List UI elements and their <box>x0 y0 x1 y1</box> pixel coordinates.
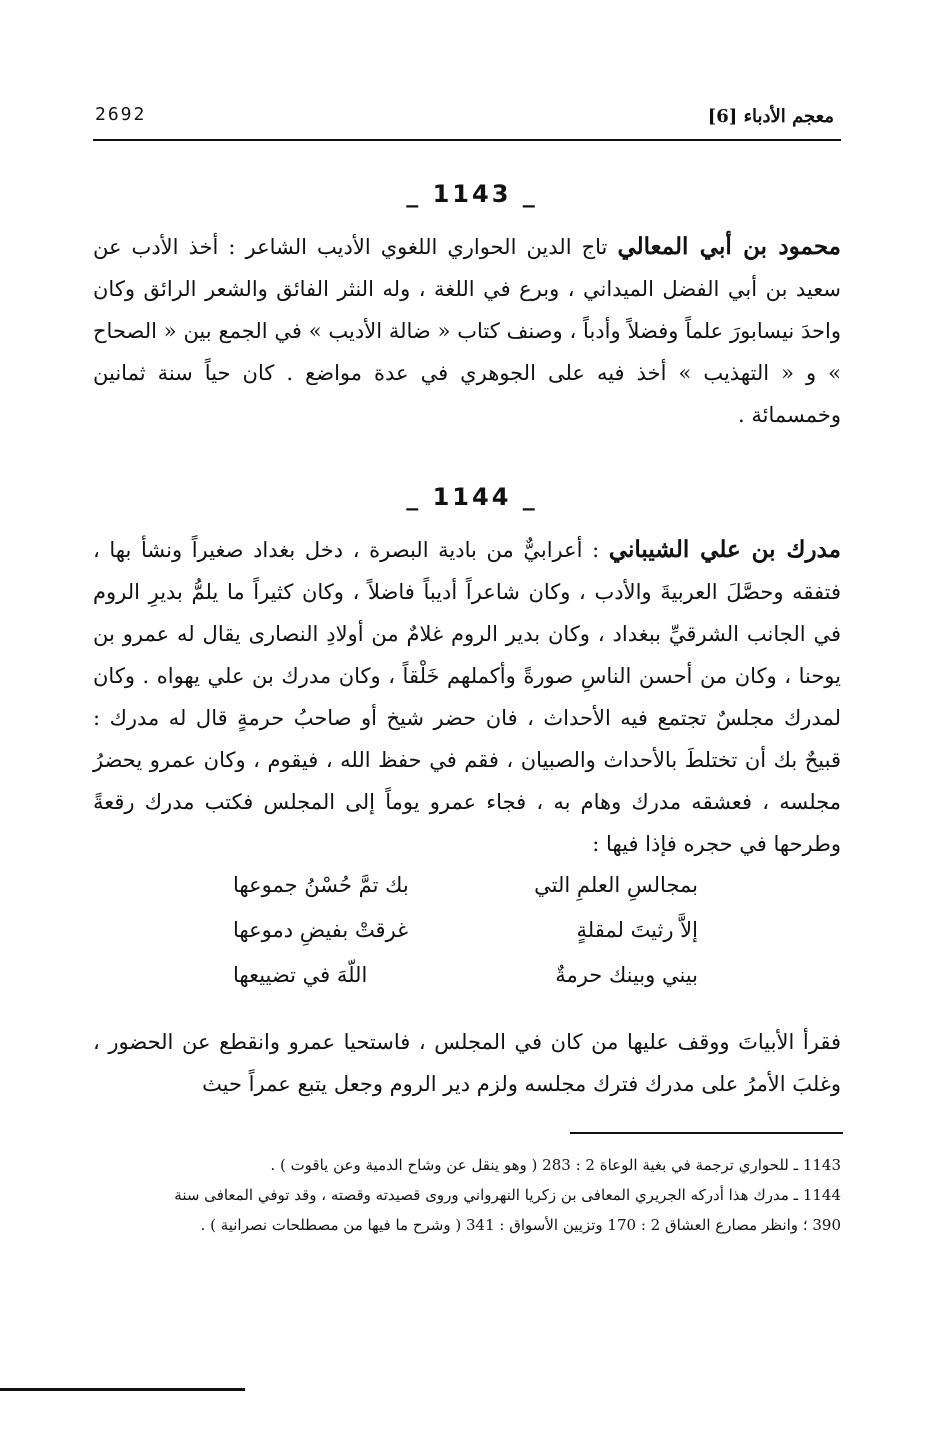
entry-1143-text <box>93 226 841 436</box>
footnote-separator <box>570 1132 843 1134</box>
entry-number-1143: _ 1143 _ <box>406 180 538 208</box>
verse-second-hemistich: بك تمَّ حُسْنُ جموعها <box>233 873 409 897</box>
running-header-title: معجم الأدباء [6] <box>707 106 834 127</box>
footnote-1144-continuation: 390 ؛ وانظر مصارع العشاق 2 : 170 وتزيين الأسواق : 341 ( وشرح ما فيها من مصطلحات نصرانية ) . <box>200 1216 841 1234</box>
footnote-1143: 1143 ـ للحواري ترجمة في بغية الوعاة 2 : 283 ( وهو ينقل عن وشاح الدمية وعن ياقوت ) . <box>270 1156 841 1174</box>
entry-1143-body: تاج الدين الحواري اللغوي الأديب الشاعر : أخذ الأدب عن سعيد بن أبي الفضل الميداني ، وبرع في اللغة ، وله النثر الفائق والشعر الرائق وكان واحدَ نيسابورَ علماً وفضلاً وأدباً ، وصنف كتاب « ضالة الأديب » في الجمع بين « الصحاح » و « التهذيب » أخذ فيه على الجوهري في عدة مواضع . كان حياً سنة ثمانين وخمسمائة . <box>93 235 841 427</box>
entry-1144-continuation: فقرأ الأبياتَ ووقف عليها من كان في المجلس ، فاستحيا عمرو وانقطع عن الحضور ، وغلبَ الأمرُ على مدرك فترك مجلسه ولزم دير الروم وجعل يتبع عمراً حيث <box>93 1030 841 1096</box>
verse-first-hemistich: إلاَّ رثيتَ لمقلةٍ <box>576 918 698 942</box>
entry-1144-text <box>93 529 841 865</box>
header-rule <box>93 139 841 141</box>
page-number: 2692 <box>95 104 147 125</box>
verse-line <box>233 963 698 1005</box>
verse-first-hemistich: بمجالسِ العلمِ التي <box>534 873 698 897</box>
verse-line <box>233 873 698 915</box>
entry-1144-body: : أعرابيٌّ من بادية البصرة ، دخل بغداد صغيراً ونشأ بها ، فتفقه وحصَّلَ العربيةَ والأدب ، وكان شاعراً أديباً فاضلاً ، وكان كثيراً ما يلمُّ بديرِ الروم في الجانب الشرقيِّ ببغداد ، وكان بدير الروم غلامٌ من أولادِ النصارى يقال له عمرو بن يوحنا ، وكان من أحسن الناسِ صورةً وأكملهم خَلْقاً ، وكان مدرك بن علي يهواه . وكان لمدرك مجلسٌ تجتمع فيه الأحداث ، فان حضر شيخ أو صاحبُ حرمةٍ قال له مدرك : قبيحٌ بك أن تختلطَ بالأحداث والصبيان ، فقم في حفظ الله ، فيقوم ، وكان عمرو يحضرُ مجلسه ، فعشقه مدرك وهام به ، فجاء عمرو يوماً إلى المجلس فكتب مدرك رقعةً وطرحها في حجره فإذا فيها : <box>93 538 841 856</box>
verse-second-hemistich: اللّهَ في تضييعها <box>233 963 368 987</box>
verse-line <box>233 918 698 960</box>
entry-1143-name: محمود بن أبي المعالي <box>617 233 841 260</box>
verse-second-hemistich: غرقتْ بفيضِ دموعها <box>233 918 409 942</box>
scan-edge-line <box>0 1388 245 1391</box>
footnote-1144: 1144 ـ مدرك هذا أدركه الجريري المعافى بن زكريا النهرواني وروى قصيدته وقصته ، وقد توفي المعافى سنة <box>174 1186 841 1204</box>
verse-first-hemistich: بيني وبينك حرمةٌ <box>555 963 698 987</box>
entry-number-1144: _ 1144 _ <box>406 483 538 511</box>
entry-1144-name: مدرك بن علي الشيباني <box>608 536 841 563</box>
